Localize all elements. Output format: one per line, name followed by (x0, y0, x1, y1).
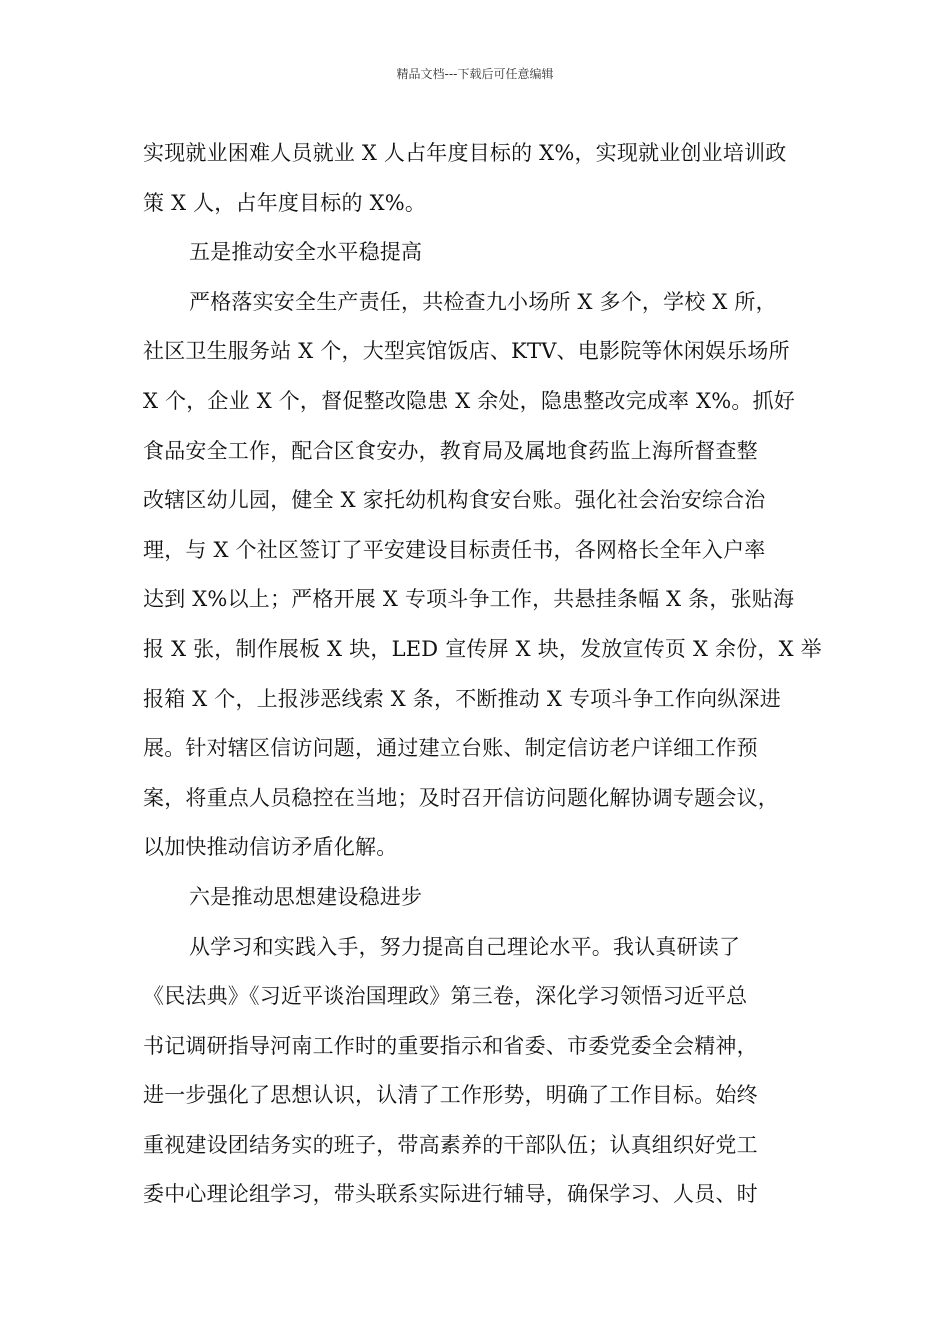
text-line-13: 展。针对辖区信访问题，通过建立台账、制定信访老户详细工作预 (143, 736, 758, 761)
text-line-12: 报箱 X 个，上报涉恶线索 X 条，不断推动 X 专项斗争工作向纵深进 (143, 686, 781, 711)
text-line-20: 进一步强化了思想认识，认清了工作形势，明确了工作目标。始终 (143, 1083, 758, 1108)
text-line-22: 委中心理论组学习，带头联系实际进行辅导，确保学习、人员、时 (143, 1182, 758, 1207)
document-body (143, 129, 823, 1220)
text-line-21: 重视建设团结务实的班子，带高素养的干部队伍；认真组织好党工 (143, 1132, 758, 1157)
section-heading-5: 五是推动安全水平稳提高 (189, 240, 423, 265)
text-line-2: 策 X 人，占年度目标的 X%。 (143, 190, 427, 215)
text-line-18: 《民法典》《习近平谈治国理政》第三卷，深化学习领悟习近平总 (143, 984, 748, 1009)
text-line-10: 达到 X%以上；严格开展 X 专项斗争工作，共悬挂条幅 X 条，张贴海 (143, 587, 795, 612)
text-line-4: 严格落实安全生产责任，共检查九小场所 X 多个，学校 X 所， (189, 289, 777, 314)
page-header: 精品文档---下载后可任意编辑 (396, 67, 554, 81)
text-line-19: 书记调研指导河南工作时的重要指示和省委、市委党委全会精神， (143, 1033, 758, 1058)
text-line-5: 社区卫生服务站 X 个，大型宾馆饭店、KTV、电影院等休闲娱乐场所 (143, 339, 790, 364)
text-line-6: X 个，企业 X 个，督促整改隐患 X 余处，隐患整改完成率 X%。抓好 (143, 388, 796, 413)
text-line-1: 实现就业困难人员就业 X 人占年度目标的 X%，实现就业创业培训政 (143, 141, 787, 165)
section-heading-6: 六是推动思想建设稳进步 (189, 884, 423, 909)
text-line-8: 改辖区幼儿园，健全 X 家托幼机构食安台账。强化社会治安综合治 (143, 488, 766, 513)
text-line-11: 报 X 张，制作展板 X 块，LED 宣传屏 X 块，发放宣传页 X 余份，X 举 (143, 636, 822, 661)
text-line-17: 从学习和实践入手，努力提高自己理论水平。我认真研读了 (189, 934, 741, 959)
text-line-7: 食品安全工作，配合区食安办，教育局及属地食药监上海所督查整 (143, 438, 758, 463)
text-line-14: 案，将重点人员稳控在当地；及时召开信访问题化解协调专题会议， (143, 785, 779, 810)
text-line-15: 以加快推动信访矛盾化解。 (143, 835, 398, 860)
text-line-9: 理，与 X 个社区签订了平安建设目标责任书，各网格长全年入户率 (143, 537, 766, 562)
